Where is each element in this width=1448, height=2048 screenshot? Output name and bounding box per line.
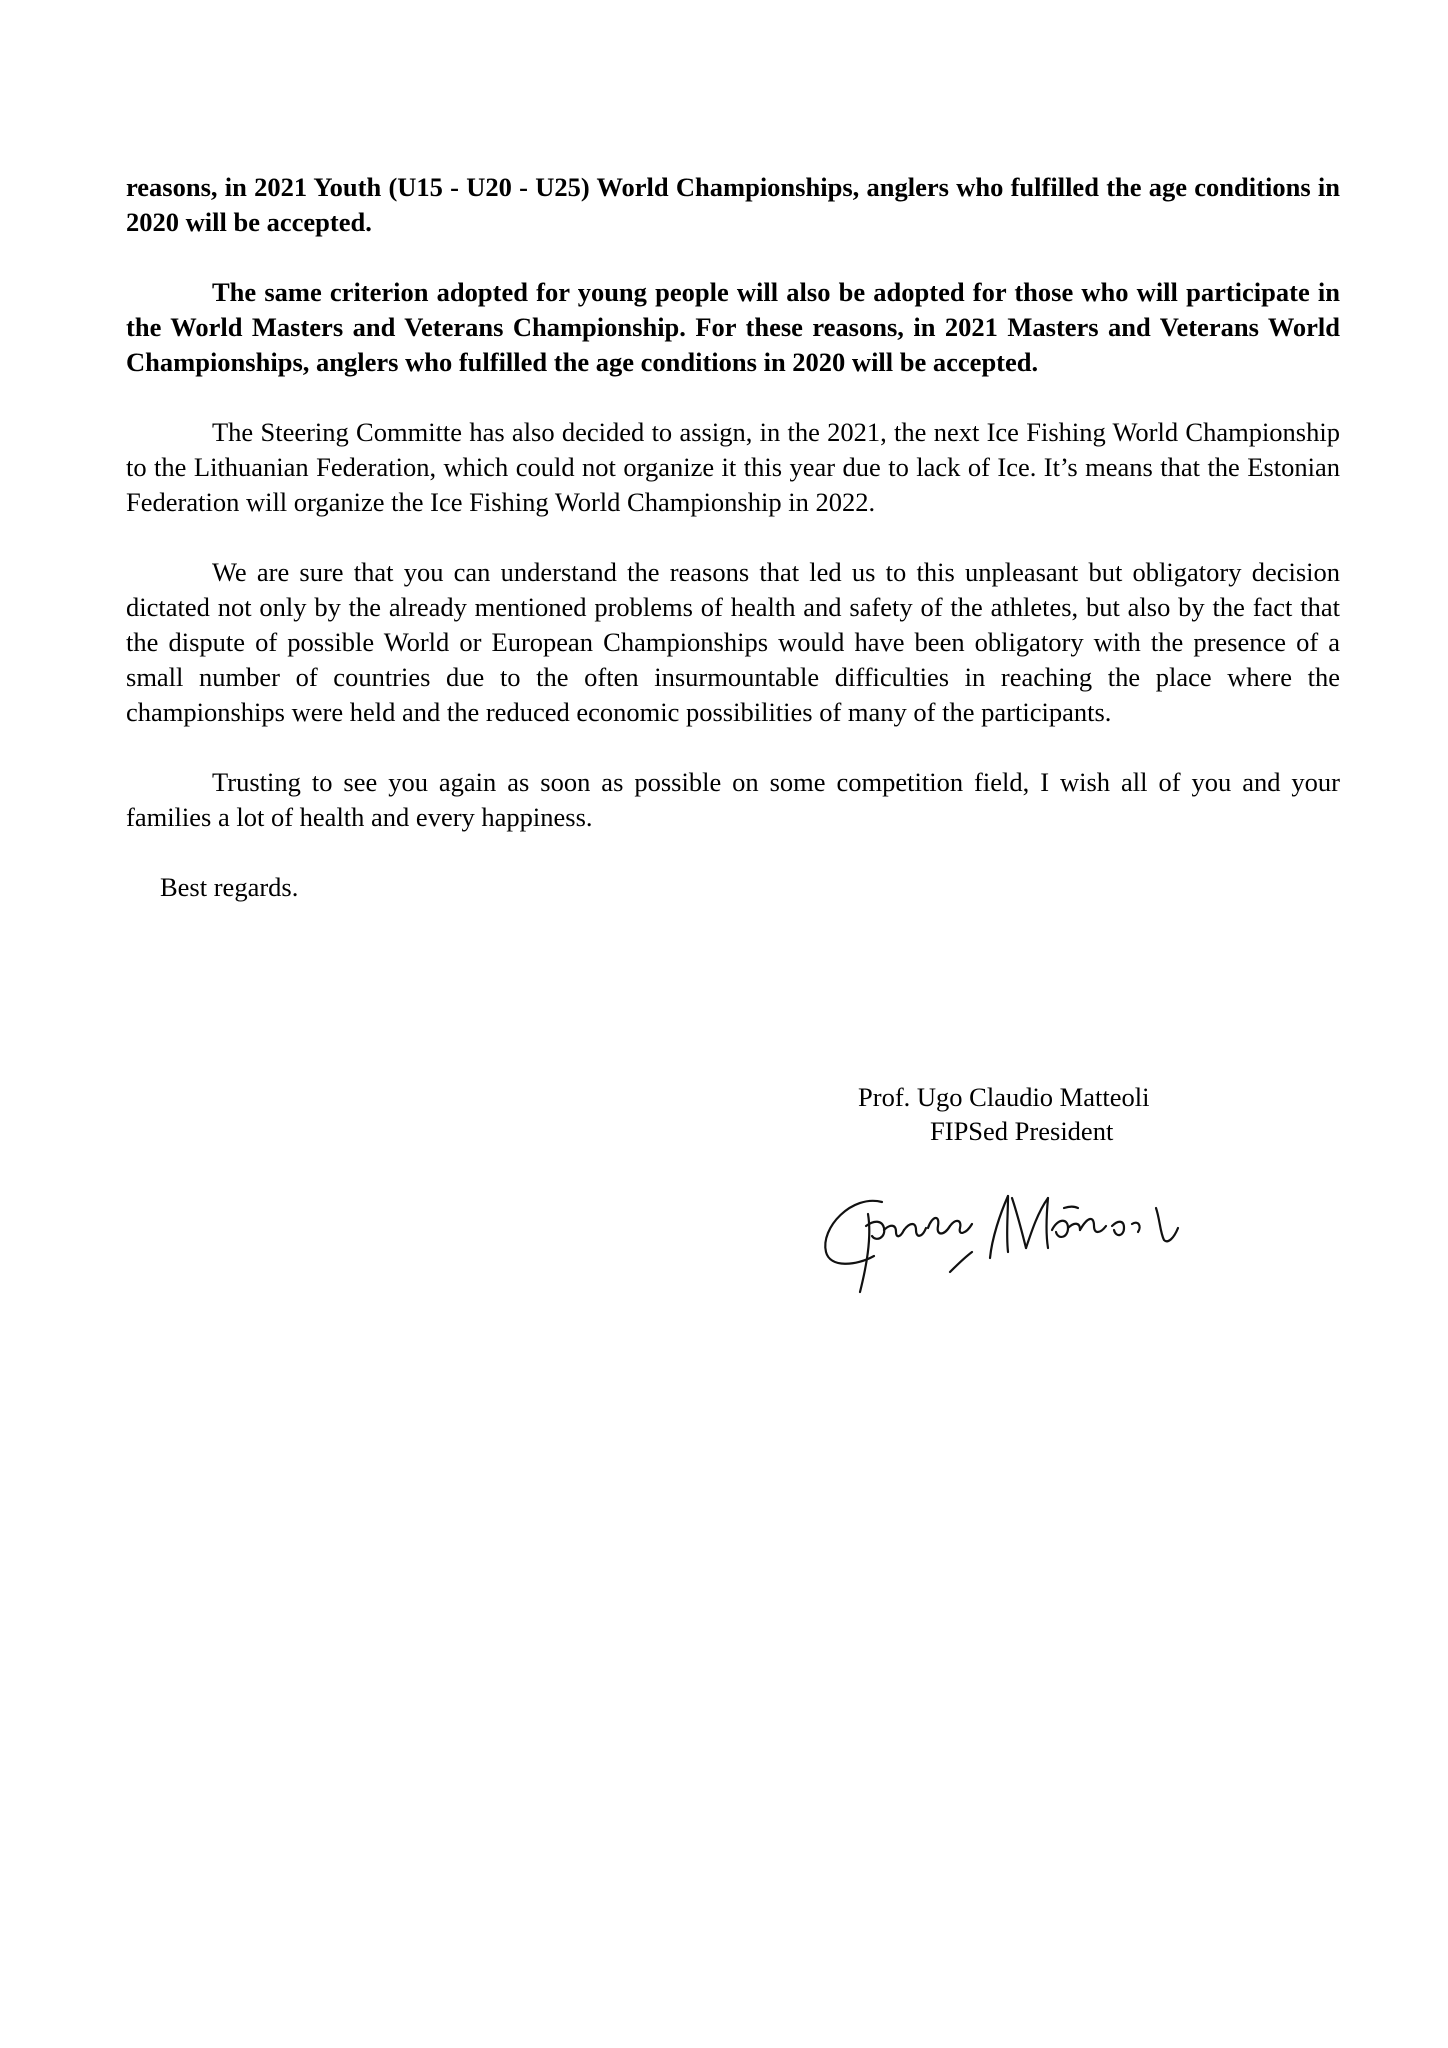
paragraph-youth-championships: reasons, in 2021 Youth (U15 - U20 - U25) World Championships, anglers who fulfilled the age conditions in 2020 will be accepted. — [126, 172, 1340, 237]
paragraph-reasons: We are sure that you can understand the reasons that led us to this unpleasant but obligatory decision dictated not only by the already mentioned problems of health and safety of the athletes, but also by the fact that the dispute of possible World or European Championships would have been obligatory with the presence of a small number of countries due to the often insurmountable difficulties in reaching the place where the championships were held and the reduced economic possibilities of many of the participants. — [126, 557, 1340, 727]
paragraph-trusting: Trusting to see you again as soon as possible on some competition field, I wish all of you and your families a lot of health and every happiness. — [126, 767, 1340, 832]
closing-salutation: Best regards. — [160, 872, 299, 902]
signatory-block — [858, 1080, 1149, 1148]
paragraph-ice-fishing: The Steering Committe has also decided to assign, in the 2021, the next Ice Fishing World Championship to the Lithuanian Federation, which could not organize it this year due to lack of Ice. It’s means that the Estonian Federation will organize the Ice Fishing World Championship in 2022. — [126, 417, 1340, 517]
handwritten-signature-icon — [812, 1168, 1202, 1298]
letter-body — [126, 170, 1340, 905]
paragraph-masters-veterans: The same criterion adopted for young people will also be adopted for those who will participate in the World Masters and Veterans Championship. For these reasons, in 2021 Masters and Veterans World Championships, anglers who fulfilled the age conditions in 2020 will be accepted. — [126, 277, 1340, 377]
signatory-name: Prof. Ugo Claudio Matteoli — [858, 1082, 1150, 1112]
signatory-title: FIPSed President — [930, 1116, 1114, 1146]
